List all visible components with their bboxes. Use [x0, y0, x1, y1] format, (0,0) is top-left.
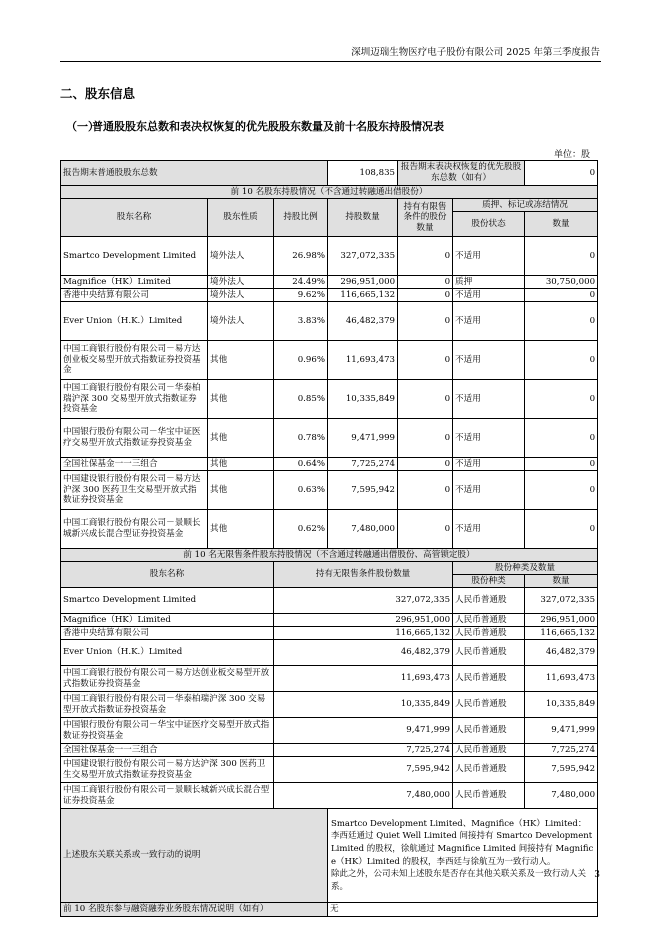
unr-holder-count: 296,951,000	[525, 614, 598, 627]
holder-restricted: 0	[398, 419, 453, 458]
holder-nature: 境外法人	[208, 237, 274, 276]
holder-name: 中国工商银行股份有限公司－华泰柏瑞沪深 300 交易型开放式指数证券投资基金	[61, 380, 208, 419]
unr-holder-type: 人民币普通股	[453, 666, 525, 692]
relation-paragraph-2: 除此之外，公司未知上述股东是否存在其他关联关系及一致行动人关系。	[331, 869, 587, 892]
holder-name: 中国银行股份有限公司－华宝中证医疗交易型开放式指数证券投资基金	[61, 419, 208, 458]
holder-name: Smartco Development Limited	[61, 237, 208, 276]
unr-holder-qty: 11,693,473	[274, 666, 453, 692]
unrestricted-band: 前 10 名无限售条件股东持股情况（不含通过转融通出借股份、高管锁定股）	[61, 549, 598, 562]
unr-holder-type: 人民币普通股	[453, 783, 525, 809]
page-number: 3	[594, 870, 600, 880]
holder-name: 中国工商银行股份有限公司－景顺长城新兴成长混合型证券投资基金	[61, 510, 208, 549]
unrestricted-row	[61, 640, 598, 666]
unr-holder-name: 全国社保基金一一三组合	[61, 744, 274, 757]
total-holders-label: 报告期末普通股股东总数	[61, 161, 328, 186]
holder-ratio: 0.64%	[274, 458, 328, 471]
relation-paragraph-1: Smartco Development Limited、Magnifice（HK）Limited：李西廷通过 Quiet Well Limited 间接持有 Smartco Development Limited 的股权，徐航通过 Magnifice Limited 间接持有 Magnifice（HK）Limited 的股权，李西廷与徐航互为一致行动人。	[331, 818, 594, 867]
unr-holder-qty: 46,482,379	[274, 640, 453, 666]
holder-ratio: 0.62%	[274, 510, 328, 549]
unrestricted-row	[61, 757, 598, 783]
unr-holder-name: 中国工商银行股份有限公司－易方达创业板交易型开放式指数证券投资基金	[61, 666, 274, 692]
holder-restricted: 0	[398, 302, 453, 341]
unr-holder-type: 人民币普通股	[453, 640, 525, 666]
holder-pledge-status: 不适用	[453, 237, 525, 276]
unr-holder-count: 116,665,132	[525, 627, 598, 640]
unr-header-name: 股东名称	[61, 562, 274, 588]
unrestricted-row	[61, 614, 598, 627]
relation-label: 上述股东关联关系或一致行动的说明	[61, 809, 328, 903]
margin-label: 前 10 名股东参与融资融券业务股东情况说明（如有）	[61, 903, 328, 917]
unr-holder-qty: 327,072,335	[274, 588, 453, 614]
margin-value: 无	[328, 903, 598, 917]
unrestricted-row	[61, 744, 598, 757]
col-header-pledge: 质押、标记或冻结情况	[453, 199, 598, 212]
unr-holder-type: 人民币普通股	[453, 627, 525, 640]
top10-row	[61, 341, 598, 380]
holder-pledge-count: 0	[525, 471, 598, 510]
unrestricted-band-row	[61, 549, 598, 562]
holder-qty: 11,693,473	[328, 341, 398, 380]
holder-ratio: 0.78%	[274, 419, 328, 458]
unr-header-qty: 持有无限售条件股份数量	[274, 562, 453, 588]
unr-holder-name: 中国工商银行股份有限公司－景顺长城新兴成长混合型证券投资基金	[61, 783, 274, 809]
top10-band-row	[61, 186, 598, 199]
shareholder-table-body	[61, 161, 598, 917]
unit-label: 单位：股	[553, 150, 590, 160]
unr-holder-name: 香港中央结算有限公司	[61, 627, 274, 640]
holder-restricted: 0	[398, 458, 453, 471]
holder-nature: 其他	[208, 471, 274, 510]
preferred-holders-value: 0	[525, 161, 598, 186]
top10-row	[61, 237, 598, 276]
unr-holder-count: 9,471,999	[525, 718, 598, 744]
holder-pledge-count: 0	[525, 510, 598, 549]
holder-qty: 46,482,379	[328, 302, 398, 341]
unrestricted-row	[61, 692, 598, 718]
header-divider	[60, 61, 601, 62]
top10-header-row-1	[61, 199, 598, 212]
holder-pledge-status: 不适用	[453, 510, 525, 549]
holder-nature: 境外法人	[208, 302, 274, 341]
top10-row	[61, 419, 598, 458]
unr-holder-qty: 7,595,942	[274, 757, 453, 783]
unr-holder-qty: 10,335,849	[274, 692, 453, 718]
unr-holder-name: Ever Union（H.K.）Limited	[61, 640, 274, 666]
holder-name: Magnifice（HK）Limited	[61, 276, 208, 289]
col-header-ratio: 持股比例	[274, 199, 328, 237]
holder-qty: 327,072,335	[328, 237, 398, 276]
holder-qty: 7,480,000	[328, 510, 398, 549]
holder-ratio: 0.96%	[274, 341, 328, 380]
unr-holder-count: 46,482,379	[525, 640, 598, 666]
unr-header-type-group: 股份种类及数量	[453, 562, 598, 575]
holder-nature: 境外法人	[208, 276, 274, 289]
top10-row	[61, 380, 598, 419]
holder-ratio: 24.49%	[274, 276, 328, 289]
unr-holder-count: 7,480,000	[525, 783, 598, 809]
holder-nature: 其他	[208, 380, 274, 419]
unr-holder-type: 人民币普通股	[453, 718, 525, 744]
total-holders-value: 108,835	[328, 161, 398, 186]
col-header-qty: 持股数量	[328, 199, 398, 237]
unr-holder-name: Smartco Development Limited	[61, 588, 274, 614]
holder-pledge-status: 不适用	[453, 458, 525, 471]
unr-holder-name: 中国建设银行股份有限公司－易方达沪深 300 医药卫生交易型开放式指数证券投资基金	[61, 757, 274, 783]
holder-restricted: 0	[398, 276, 453, 289]
unrestricted-row	[61, 627, 598, 640]
unr-holder-type: 人民币普通股	[453, 692, 525, 718]
unrestricted-row	[61, 666, 598, 692]
holder-pledge-count: 0	[525, 458, 598, 471]
holder-restricted: 0	[398, 380, 453, 419]
page-header: 深圳迈瑞生物医疗电子股份有限公司 2025 年第三季度报告	[351, 47, 600, 58]
section-title: 二、股东信息	[60, 86, 136, 101]
subsection-text: 普通股股东总数和表决权恢复的优先股股东数量及前十名股东持股情况表	[92, 120, 444, 133]
unrestricted-row	[61, 718, 598, 744]
holder-pledge-count: 0	[525, 419, 598, 458]
holder-pledge-count: 30,750,000	[525, 276, 598, 289]
col-header-name: 股东名称	[61, 199, 208, 237]
holder-ratio: 26.98%	[274, 237, 328, 276]
top10-row	[61, 458, 598, 471]
holder-name: 中国建设银行股份有限公司－易方达沪深 300 医药卫生交易型开放式指数证券投资基金	[61, 471, 208, 510]
relation-text	[328, 809, 598, 903]
holder-nature: 其他	[208, 341, 274, 380]
top10-band: 前 10 名股东持股情况（不含通过转融通出借股份）	[61, 186, 598, 199]
holder-qty: 296,951,000	[328, 276, 398, 289]
unr-holder-name: Magnifice（HK）Limited	[61, 614, 274, 627]
holder-pledge-status: 不适用	[453, 289, 525, 302]
unr-holder-qty: 116,665,132	[274, 627, 453, 640]
top10-row	[61, 510, 598, 549]
holder-qty: 10,335,849	[328, 380, 398, 419]
holder-name: Ever Union（H.K.）Limited	[61, 302, 208, 341]
col-header-status: 股份状态	[453, 212, 525, 237]
unr-holder-type: 人民币普通股	[453, 588, 525, 614]
holder-pledge-count: 0	[525, 237, 598, 276]
holder-qty: 7,725,274	[328, 458, 398, 471]
holder-pledge-count: 0	[525, 341, 598, 380]
holder-restricted: 0	[398, 341, 453, 380]
summary-row	[61, 161, 598, 186]
holder-ratio: 9.62%	[274, 289, 328, 302]
holder-name: 香港中央结算有限公司	[61, 289, 208, 302]
unr-holder-qty: 296,951,000	[274, 614, 453, 627]
subsection-number: （一）	[66, 120, 99, 133]
holder-pledge-count: 0	[525, 289, 598, 302]
unr-holder-qty: 9,471,999	[274, 718, 453, 744]
top10-row	[61, 289, 598, 302]
holder-qty: 9,471,999	[328, 419, 398, 458]
top10-row	[61, 276, 598, 289]
holder-restricted: 0	[398, 237, 453, 276]
holder-pledge-status: 不适用	[453, 302, 525, 341]
holder-ratio: 0.63%	[274, 471, 328, 510]
holder-ratio: 0.85%	[274, 380, 328, 419]
unr-holder-count: 7,595,942	[525, 757, 598, 783]
unr-header-count: 数量	[525, 575, 598, 588]
holder-name: 中国工商银行股份有限公司－易方达创业板交易型开放式指数证券投资基金	[61, 341, 208, 380]
holder-pledge-status: 不适用	[453, 419, 525, 458]
shareholder-table	[60, 160, 598, 917]
unr-holder-type: 人民币普通股	[453, 757, 525, 783]
holder-restricted: 0	[398, 510, 453, 549]
unrestricted-header-row-1	[61, 562, 598, 575]
holder-ratio: 3.83%	[274, 302, 328, 341]
holder-nature: 其他	[208, 419, 274, 458]
unr-holder-name: 中国银行股份有限公司－华宝中证医疗交易型开放式指数证券投资基金	[61, 718, 274, 744]
unr-holder-type: 人民币普通股	[453, 614, 525, 627]
unr-holder-count: 7,725,274	[525, 744, 598, 757]
unr-holder-qty: 7,480,000	[274, 783, 453, 809]
holder-restricted: 0	[398, 289, 453, 302]
holder-pledge-status: 不适用	[453, 341, 525, 380]
holder-nature: 境外法人	[208, 289, 274, 302]
holder-name: 全国社保基金一一三组合	[61, 458, 208, 471]
unr-holder-count: 327,072,335	[525, 588, 598, 614]
unrestricted-row	[61, 588, 598, 614]
holder-pledge-status: 质押	[453, 276, 525, 289]
margin-row	[61, 903, 598, 917]
relation-row	[61, 809, 598, 903]
holder-nature: 其他	[208, 510, 274, 549]
unrestricted-row	[61, 783, 598, 809]
unr-holder-name: 中国工商银行股份有限公司－华泰柏瑞沪深 300 交易型开放式指数证券投资基金	[61, 692, 274, 718]
col-header-restricted: 持有有限售条件的股份数量	[398, 199, 453, 237]
unr-header-type: 股份种类	[453, 575, 525, 588]
holder-pledge-count: 0	[525, 380, 598, 419]
holder-nature: 其他	[208, 458, 274, 471]
holder-qty: 7,595,942	[328, 471, 398, 510]
top10-row	[61, 302, 598, 341]
unr-holder-type: 人民币普通股	[453, 744, 525, 757]
col-header-count: 数量	[525, 212, 598, 237]
holder-pledge-count: 0	[525, 302, 598, 341]
unr-holder-qty: 7,725,274	[274, 744, 453, 757]
preferred-holders-label: 报告期末表决权恢复的优先股股东总数（如有）	[398, 161, 525, 186]
holder-restricted: 0	[398, 471, 453, 510]
top10-row	[61, 471, 598, 510]
col-header-nature: 股东性质	[208, 199, 274, 237]
holder-qty: 116,665,132	[328, 289, 398, 302]
unr-holder-count: 11,693,473	[525, 666, 598, 692]
unr-holder-count: 10,335,849	[525, 692, 598, 718]
holder-pledge-status: 不适用	[453, 380, 525, 419]
holder-pledge-status: 不适用	[453, 471, 525, 510]
subsection-title	[66, 118, 444, 134]
